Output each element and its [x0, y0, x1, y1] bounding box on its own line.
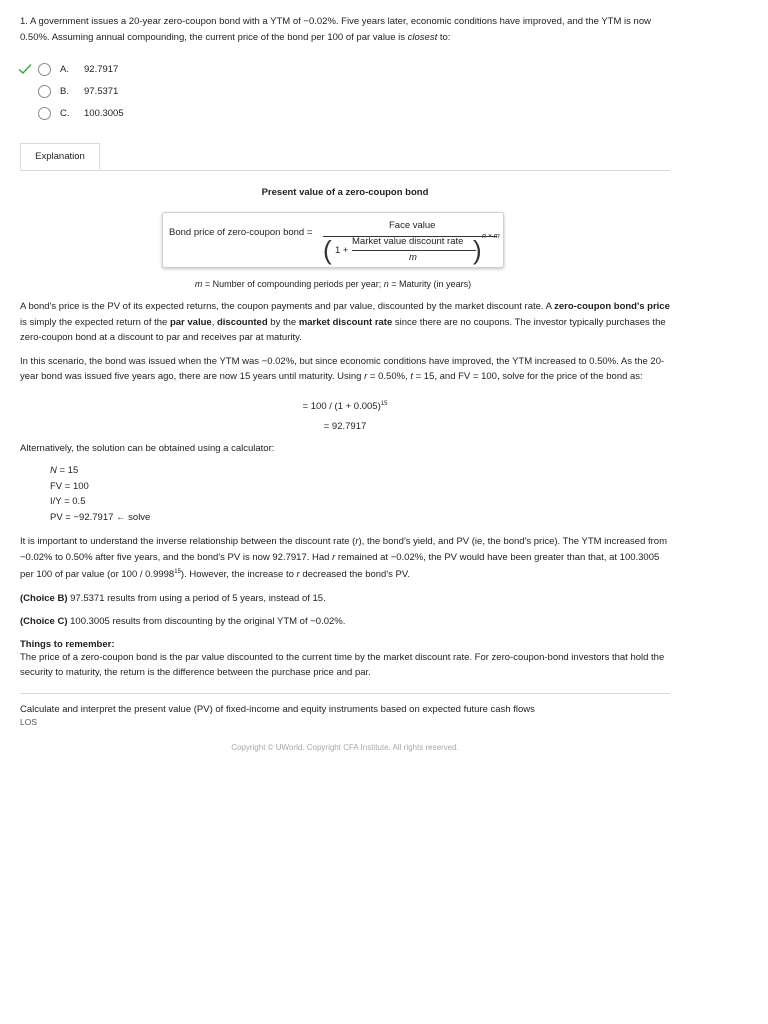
question-stem: 1. A government issues a 20-year zero-coupon bond with a YTM of −0.02%. Five years later, economic conditions have improved, and the YTM is now 0.50%. Assuming annual compounding, the current price of the bond per 100 of par value is closest to:	[20, 16, 651, 43]
los-label: LOS	[20, 716, 38, 727]
right-paren: )	[473, 235, 482, 265]
left-paren: (	[323, 235, 332, 265]
choice-c-explanation: (Choice C) 100.3005 results from discounting by the original YTM of −0.02%.	[20, 616, 346, 628]
choice-letter: B.	[60, 85, 69, 97]
calc-iy: I/Y = 0.5	[50, 496, 86, 508]
formula-one-plus: 1 +	[335, 245, 349, 256]
choice-b-explanation: (Choice B) 97.5371 results from using a period of 5 years, instead of 15.	[20, 592, 326, 604]
copyright: Copyright © UWorld. Copyright CFA Institute. All rights reserved.	[231, 742, 459, 752]
calc-pv: PV = −92.7917 ← solve	[50, 511, 151, 523]
question-number: 1.	[20, 16, 28, 27]
choice-value: 92.7917	[84, 63, 119, 75]
choice-b[interactable]	[20, 80, 670, 102]
calc-n: N = 15	[50, 465, 79, 477]
inner-fraction-bar	[352, 250, 476, 251]
formula-lhs: Bond price of zero-coupon bond =	[169, 227, 313, 238]
choice-letter: A.	[60, 63, 69, 75]
answer-choices	[20, 58, 670, 124]
choice-letter: C.	[60, 107, 70, 119]
equation-line-2: = 92.7917	[323, 420, 367, 432]
radio-button[interactable]	[38, 85, 51, 98]
things-to-remember-text: The price of a zero-coupon bond is the par value discounted to the current time by the market discount rate. For zero-coupon-bond investors that hold the security to maturity, the return is the difference between the purchase price and par.	[20, 651, 665, 679]
check-icon	[18, 62, 32, 76]
alternative-text: Alternatively, the solution can be obtained using a calculator:	[20, 442, 275, 454]
formula-box	[162, 212, 504, 268]
paragraph-1: A bond's price is the PV of its expected returns, the coupon payments and par value, discounted by the market discount rate. A zero-coupon bond's price is simply the expected return of the par value, discounted by the market discount rate since there are no coupons. The investor typically purchases the zero-coupon bond at a discount to par and receives par at maturity.	[20, 301, 670, 343]
equation-line-1: = $100 / (1 + 0.005)^{15}$	[302, 400, 388, 412]
question-panel	[20, 14, 670, 752]
formula-numerator: Face value	[389, 220, 436, 231]
radio-button[interactable]	[38, 63, 51, 76]
explanation-body	[20, 187, 670, 752]
paragraph-3: It is important to understand the inverse relationship between the discount rate (r), the bond's yield, and PV (ie, the bond's price). The YTM increased from −0.02% to 0.50% after five years, and the bond's PV is now 92.7917. Had r remained at −0.02%, the PV would have been greater than that, at 100.3005 per 100 of par value (or 100 / 0.9998$^{15}$). However, the increase to r decreased the bond's PV.	[20, 536, 668, 581]
calc-fv: FV = 100	[50, 480, 89, 492]
formula-exponent: n × m	[482, 233, 500, 240]
choice-a[interactable]	[20, 58, 670, 80]
choice-value: 100.3005	[84, 107, 124, 119]
los-statement: Calculate and interpret the present value (PV) of fixed-income and equity instruments based on expected future cash flows	[20, 703, 535, 715]
formula-legend: m = Number of compounding periods per year; n = Maturity (in years)	[194, 279, 472, 289]
choice-value: 97.5371	[84, 85, 119, 97]
things-to-remember-title: Things to remember:	[20, 638, 115, 650]
formula-inner-denominator: m	[409, 252, 417, 263]
tab-bar	[20, 143, 670, 171]
radio-button[interactable]	[38, 107, 51, 120]
paragraph-2: In this scenario, the bond was issued when the YTM was −0.02%, but since economic conditions have improved, the YTM increased to 0.50%. As the 20-year bond was issued five years ago, there are now 15 years until maturity. Using r = 0.50%, t = 15, and FV = 100, solve for the price of the bond as:	[20, 355, 665, 382]
divider	[20, 693, 670, 694]
choice-c[interactable]	[20, 102, 670, 124]
tab-explanation[interactable]: Explanation	[20, 143, 100, 170]
formula-inner-numerator: Market value discount rate	[352, 236, 464, 247]
formula-title: Present value of a zero-coupon bond	[261, 187, 429, 198]
calculator-steps	[50, 463, 670, 525]
